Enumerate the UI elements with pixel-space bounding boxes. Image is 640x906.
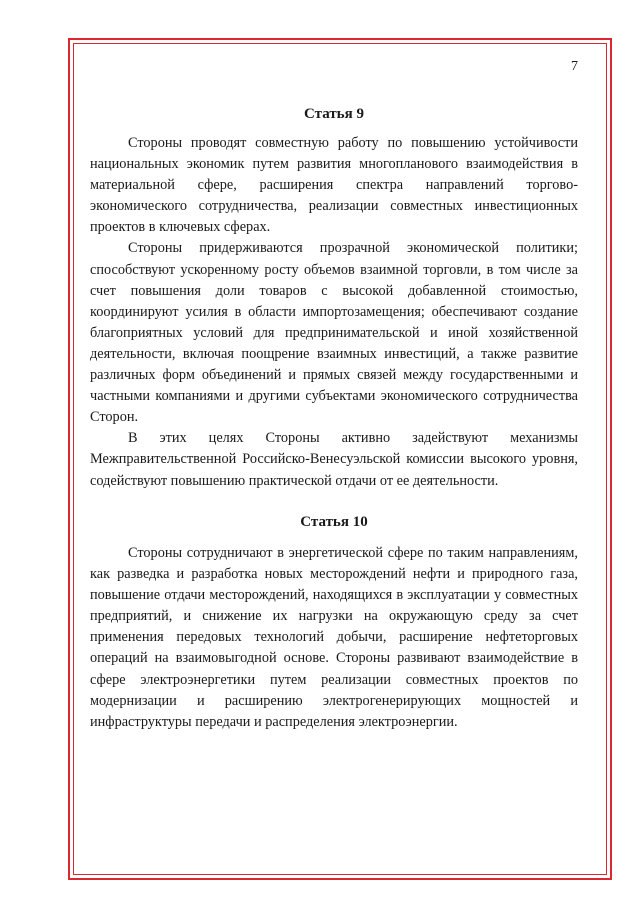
article-9-paragraph-3: В этих целях Стороны активно задействуют механизмы Межправительственной Российско-Венесуэльской комиссии высокого уровня, содействуют повышению практической отдачи от ее деятельности. bbox=[90, 430, 578, 489]
article-10-heading: Статья 10 bbox=[300, 514, 368, 530]
article-10-paragraph-1: Стороны сотрудничают в энергетической сфере по таким направлениям, как разведка и разработка новых месторождений нефти и природного газа, повышение отдачи месторождений, находящихся в эксплуатации у совместных предприятий, и снижение их нагрузки на окружающую среду за счет применения передовых технологий добычи, расширение нефтеторговых операций на взаимовыгодной основе. Стороны развивают взаимодействие в сфере электроэнергетики путем реализации совместных проектов по модернизации и расширению электрогенерирующих мощностей и инфраструктуры передачи и распределения электроэнергии. bbox=[90, 545, 578, 730]
article-9-heading: Статья 9 bbox=[304, 106, 364, 122]
article-9-paragraph-2: Стороны придерживаются прозрачной экономической политики; способствуют ускоренному росту объемов взаимной торговли, в том числе за счет повышения доли товаров с высокой добавленной стоимостью, координируют усилия в области импортозамещения; обеспечивают создание благоприятных условий для предпринимательской и иной хозяйственной деятельности, включая поощрение взаимных инвестиций, а также развитие различных форм объединений и прямых связей между государственными и частными компаниями и другими субъектами экономического сотрудничества Сторон. bbox=[90, 240, 578, 426]
article-10-body bbox=[90, 543, 578, 733]
page-number: 7 bbox=[571, 59, 578, 74]
article-9-paragraph-1: Стороны проводят совместную работу по повышению устойчивости национальных экономик путем развития многопланового взаимодействия в материальной сфере, расширения спектра направлений торгово-экономического сотрудничества, реализации совместных инвестиционных проектов в ключевых сферах. bbox=[90, 135, 578, 236]
article-9-body bbox=[90, 133, 578, 492]
